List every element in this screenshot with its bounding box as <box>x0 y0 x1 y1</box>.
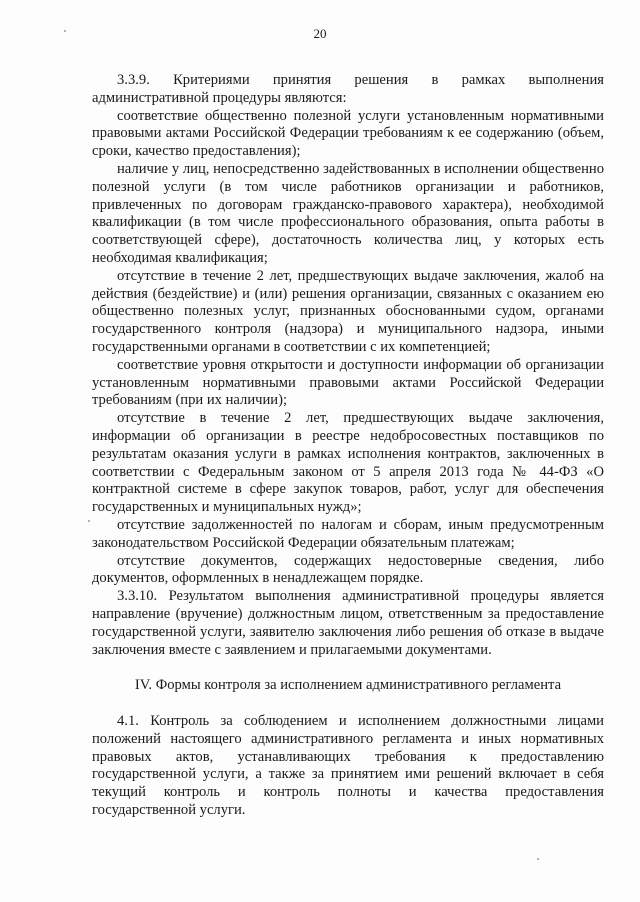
page-number: 20 <box>313 26 327 41</box>
scan-speck <box>537 858 539 860</box>
criterion-no-false-documents: отсутствие документов, содержащих недостоверные сведения, либо документов, оформленных в ненадлежащем порядке. <box>92 552 604 587</box>
criterion-qualification: наличие у лиц, непосредственно задействованных в исполнении общественно полезной услуги (в том числе работников организации и работников, привлеченных по договорам гражданско-правового характера), необходимой квалификации (в том числе профессионального образования, опыта работы в соответствующей сфере), достаточность количества лиц, у которых есть необходимая квалификация; <box>92 160 604 266</box>
scan-speck <box>64 30 66 32</box>
criterion-compliance: соответствие общественно полезной услуги установленным нормативными правовыми актами Российской Федерации требованиям к ее содержанию (объем, сроки, качество предоставления); <box>92 107 604 160</box>
criterion-openness: соответствие уровня открытости и доступности информации об организации установленным нормативными правовыми актами Российской Федерации требованиям (при их наличии); <box>92 356 604 409</box>
document-body <box>92 72 604 820</box>
section-heading: IV. Формы контроля за исполнением административного регламента <box>134 677 562 694</box>
criterion-no-complaints: отсутствие в течение 2 лет, предшествующих выдаче заключения, жалоб на действия (бездействие) и (или) решения организации, связанных с оказанием ею общественно полезных услуг, признанных обоснованными судом, органами государственного контроля (надзора) и муниципального надзора, иными государственными органами в соответствии с их компетенцией; <box>92 267 604 355</box>
paragraph-4-1: 4.1. Контроль за соблюдением и исполнением должностными лицами положений настоящего административного регламента и иных нормативных правовых актов, устанавливающих требования к предоставлению государственной услуги, а также за принятием ими решений включает в себя текущий контроль и контроль полноты и качества предоставления государственной услуги. <box>92 713 604 819</box>
paragraph-3-3-10: 3.3.10. Результатом выполнения административной процедуры является направление (вручение) должностным лицом, ответственным за предоставление государственной услуги, заявителю заключения либо решения об отказе в выдаче заключения вместе с заявлением и прилагаемыми документами. <box>92 588 604 658</box>
criterion-no-registry: отсутствие в течение 2 лет, предшествующих выдаче заключения, информации об организации в реестре недобросовестных поставщиков по результатам оказания услуги в рамках исполнения контрактов, заключенных в соответствии с Федеральным законом от 5 апреля 2013 года № 44-ФЗ «О контрактной системе в сфере закупок товаров, работ, услуг для обеспечения государственных и муниципальных нужд»; <box>92 410 604 516</box>
paragraph-3-3-9: 3.3.9. Критериями принятия решения в рамках выполнения административной процедуры являются: <box>92 72 604 106</box>
scan-speck <box>88 520 90 522</box>
criterion-no-debts: отсутствие задолженностей по налогам и сборам, иным предусмотренным законодательством Российской Федерации обязательным платежам; <box>92 516 604 551</box>
